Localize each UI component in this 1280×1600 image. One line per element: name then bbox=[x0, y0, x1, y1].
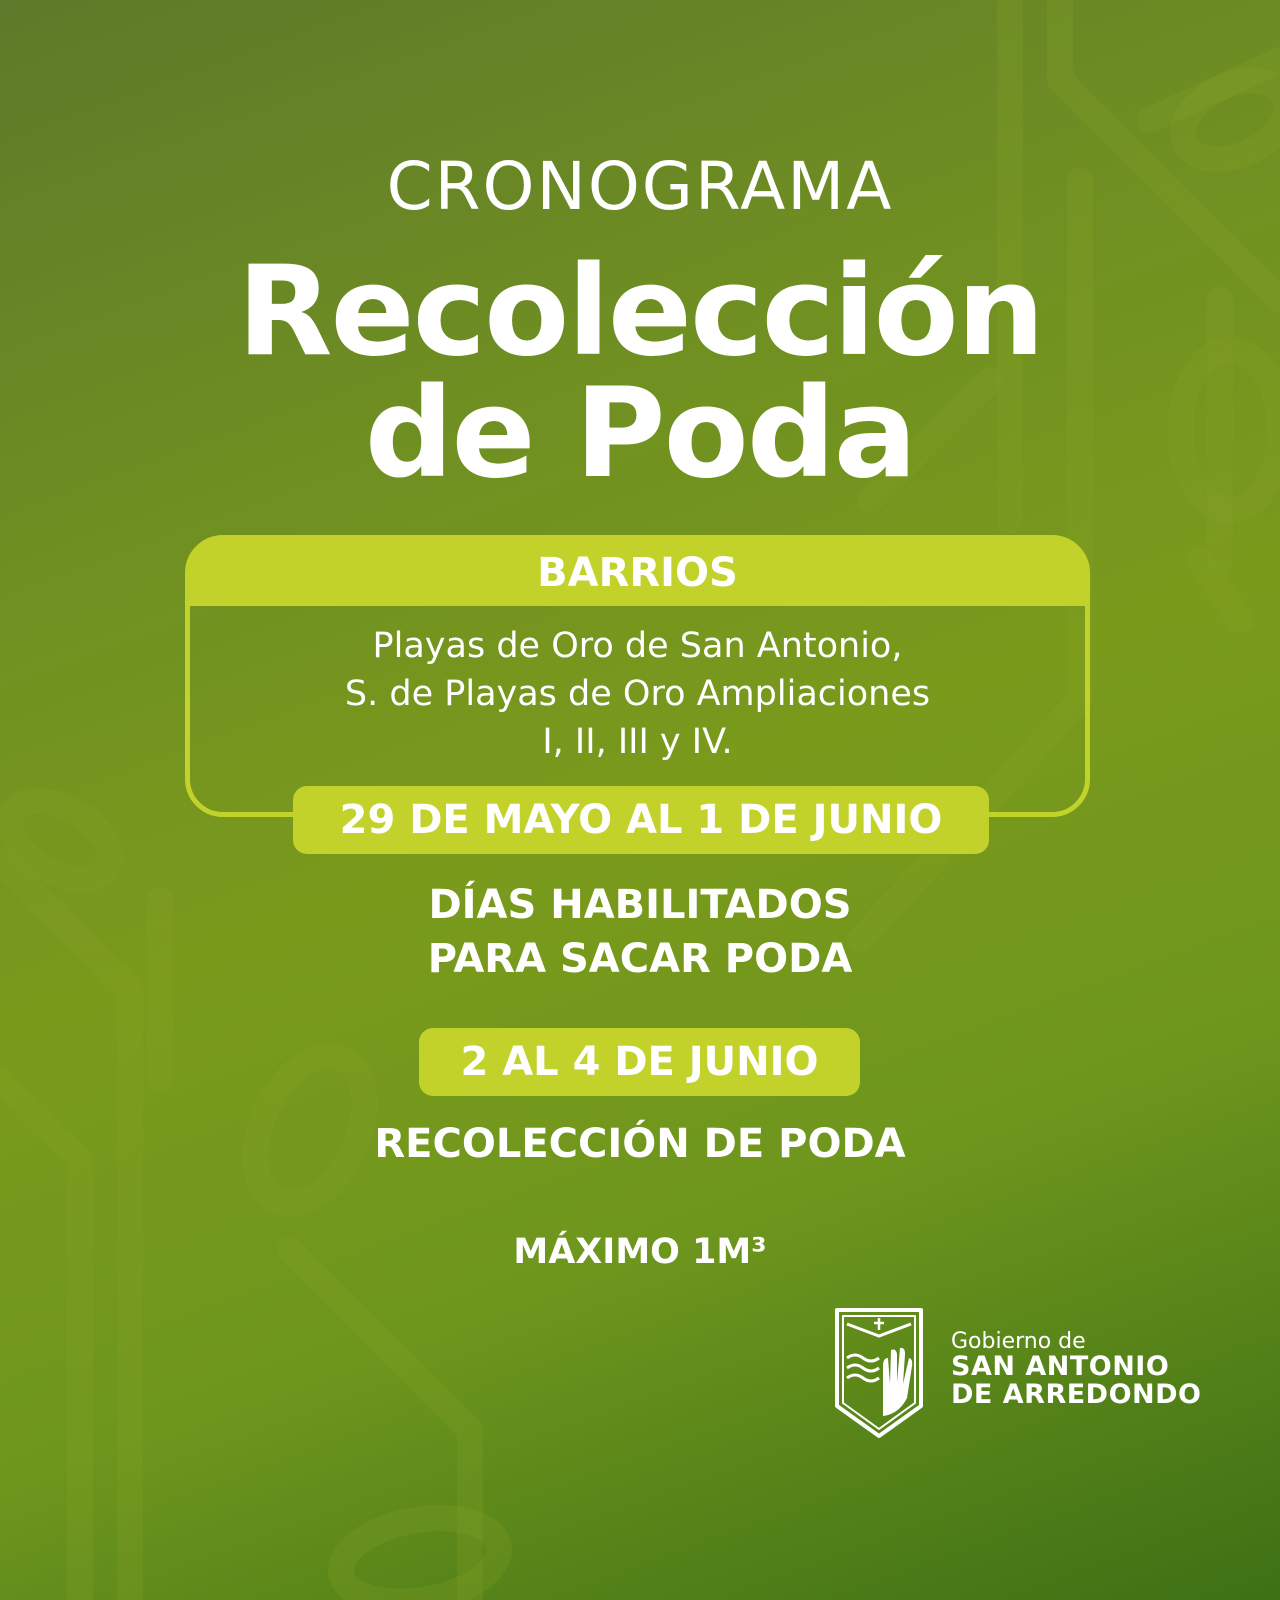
volume-limit: MÁXIMO 1M³ bbox=[513, 1232, 767, 1272]
barrios-card bbox=[185, 535, 1090, 817]
period1-description-line: PARA SACAR PODA bbox=[427, 936, 853, 982]
barrios-line: S. de Playas de Oro Ampliaciones bbox=[344, 674, 931, 714]
barrios-list bbox=[190, 622, 1085, 766]
barrios-line: Playas de Oro de San Antonio, bbox=[372, 626, 903, 666]
period2-description: RECOLECCIÓN DE PODA bbox=[374, 1121, 906, 1167]
kicker-title: CRONOGRAMA bbox=[386, 148, 894, 225]
government-name-line2: DE ARREDONDO bbox=[951, 1379, 1202, 1411]
government-name bbox=[951, 1330, 1202, 1410]
period1-description bbox=[0, 878, 1280, 986]
barrios-heading: BARRIOS bbox=[190, 540, 1085, 606]
barrios-line: I, II, III y IV. bbox=[542, 722, 733, 762]
period1-badge: 29 DE MAYO AL 1 DE JUNIO bbox=[293, 786, 989, 854]
municipal-shield-hand-icon bbox=[833, 1306, 925, 1440]
period2-badge: 2 AL 4 DE JUNIO bbox=[419, 1028, 860, 1096]
main-title-line2: de Poda bbox=[364, 362, 916, 506]
government-prefix: Gobierno de bbox=[951, 1329, 1086, 1354]
government-name-line1: SAN ANTONIO bbox=[951, 1351, 1170, 1383]
period1-description-line: DÍAS HABILITADOS bbox=[428, 882, 852, 928]
main-title-line1: Recolección bbox=[237, 240, 1043, 384]
